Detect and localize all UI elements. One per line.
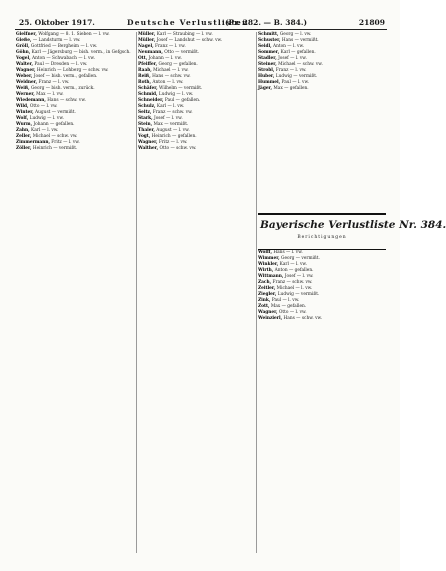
list-item: [16, 38, 134, 43]
entry-text: Fritz — l. vw.: [49, 140, 80, 145]
entry-text: Otto — l. vw.: [28, 104, 58, 109]
entry-text: Michael — schw. vw.: [276, 62, 323, 67]
entry-name: Vogel,: [16, 56, 31, 61]
entry-name: Walter,: [16, 62, 34, 67]
list-item: [258, 304, 386, 309]
entry-text: Anton — Schwabach — l. vw.: [30, 56, 95, 61]
list-item: [258, 74, 386, 79]
entry-name: Weinzierl,: [258, 316, 283, 321]
section-subtitle: Berichtigungen: [297, 235, 347, 240]
entry-text: August — vermißt.: [33, 110, 76, 115]
entry-text: Franz — l. vw.: [153, 44, 186, 49]
entry-name: Gröll,: [16, 44, 30, 49]
list-item: [138, 38, 256, 43]
entry-text: Josef — bish. verm., gefallen.: [32, 74, 98, 79]
list-item: [138, 92, 256, 97]
entry-name: Wittmann,: [258, 274, 284, 279]
entry-text: Franz — l. vw.: [37, 80, 70, 85]
list-item: [138, 86, 256, 91]
entry-name: Zeitler,: [258, 286, 276, 291]
entry-text: Josef — Landshut — schw. vw.: [155, 38, 223, 43]
entry-name: Werner,: [16, 92, 35, 97]
entry-name: Wiedemann,: [16, 98, 46, 103]
list-item: [258, 256, 386, 261]
entry-name: Nagel,: [138, 44, 154, 49]
entry-text: Otto — l. vw.: [277, 310, 307, 315]
entry-name: Steiner,: [258, 62, 277, 67]
list-item: [16, 68, 134, 73]
entry-name: Weidner,: [16, 80, 38, 85]
list-item: [138, 146, 256, 151]
entry-name: Seitz,: [138, 110, 152, 115]
list-item: [258, 268, 386, 273]
entry-text: Josef — l. vw.: [283, 274, 314, 279]
list-item: [258, 250, 386, 255]
list-item: [138, 116, 256, 121]
entry-text: August — l. vw.: [154, 128, 190, 133]
section-title: Bayerische Verlustliste Nr. 384.: [260, 219, 446, 231]
entry-name: Winter,: [16, 110, 34, 115]
entry-name: Ziegler,: [258, 292, 277, 297]
list-item: [258, 280, 386, 285]
list-item: [16, 80, 134, 85]
entry-name: Wolf,: [16, 116, 29, 121]
entry-text: Paul — l. vw.: [270, 298, 300, 303]
entry-text: Paul — Dresden — l. vw.: [33, 62, 88, 67]
column-divider-1: [136, 32, 137, 553]
entry-text: Franz — schw. vw.: [151, 110, 193, 115]
entry-name: Wagner,: [258, 310, 278, 315]
entry-name: Schäfer,: [138, 86, 158, 91]
entry-text: Ludwig — l. vw.: [157, 92, 194, 97]
entry-text: Hans — l. vw.: [272, 250, 303, 255]
entry-name: Müller,: [138, 38, 156, 43]
entry-name: Ott,: [138, 56, 148, 61]
entry-name: Gieße,: [16, 38, 32, 43]
list-item: [258, 86, 386, 91]
entry-text: Anton — l. vw.: [151, 80, 184, 85]
entry-text: Franz — l. vw.: [274, 68, 307, 73]
entry-text: Georg — bish. verm., zurück.: [29, 86, 95, 91]
entry-name: Neumann,: [138, 50, 163, 55]
column-divider-2: [256, 32, 257, 553]
entry-name: Schulz,: [138, 104, 156, 109]
entry-name: Müller,: [138, 32, 156, 37]
list-item: [16, 86, 134, 91]
entry-text: Otto — vermißt.: [162, 50, 200, 55]
entry-text: Hans — schw. vw.: [45, 98, 86, 103]
entry-name: Wolff,: [258, 250, 272, 255]
entry-name: Zink,: [258, 298, 271, 303]
entry-text: Paul — l. vw.: [280, 80, 310, 85]
list-item: [138, 140, 256, 145]
entry-text: Gottfried — Bergheim — l. vw.: [29, 44, 98, 49]
list-item: [258, 62, 386, 67]
entry-name: Stein,: [138, 122, 153, 127]
list-item: [138, 110, 256, 115]
entry-text: Otto — schw. vw.: [158, 146, 197, 151]
list-item: [138, 32, 256, 37]
entry-text: Michael — l. vw.: [275, 286, 313, 291]
list-item: [258, 262, 386, 267]
entry-text: Paul — gefallen.: [163, 98, 201, 103]
entry-text: Max — gefallen.: [272, 86, 309, 91]
column-3: [258, 32, 446, 553]
entry-name: Zöller,: [16, 146, 32, 151]
entry-text: Johann — gefallen.: [32, 122, 75, 127]
entry-name: Thaler,: [138, 128, 155, 133]
list-item: [258, 56, 386, 61]
list-item: [138, 134, 256, 139]
list-item: [258, 80, 386, 85]
entry-text: Heinrich — Lohberg — schw. vw.: [35, 68, 109, 73]
entry-text: Max — l. vw.: [34, 92, 64, 97]
entry-text: Karl — gefallen.: [279, 50, 316, 55]
entry-name: Wagner,: [16, 68, 36, 73]
entry-name: Schmitt,: [258, 32, 279, 37]
entry-text: Karl — l. vw.: [155, 104, 185, 109]
entry-text: Karl — l. vw.: [29, 128, 59, 133]
entry-text: Michael — schw. vw.: [31, 134, 78, 139]
entry-text: Anton — l. vw.: [271, 44, 305, 49]
list-item: [138, 56, 256, 61]
entry-text: Franz — schw. vw.: [271, 280, 313, 285]
entry-text: Ludwig — vermißt.: [274, 74, 318, 79]
entry-name: Reiß,: [138, 74, 151, 79]
list-item: [16, 62, 134, 67]
entry-text: Fritz — l. vw.: [157, 140, 188, 145]
list-item: [16, 110, 134, 115]
list-item: [16, 146, 134, 151]
list-item: [258, 38, 386, 43]
entry-text: Ludwig — l. vw.: [28, 116, 64, 121]
entry-name: Wagner,: [138, 140, 158, 145]
entry-text: Anton — gefallen.: [273, 268, 314, 273]
list-item: [258, 286, 386, 291]
entry-text: Karl — Jägersburg — bish. verm., in Gefgsch.: [30, 50, 131, 55]
list-item: [138, 62, 256, 67]
entry-name: Weiß,: [16, 86, 30, 91]
list-item: [16, 44, 134, 49]
list-item: [138, 104, 256, 109]
list-item: [138, 50, 256, 55]
entry-name: Zott,: [258, 304, 270, 309]
entry-name: Gielfner,: [16, 32, 37, 37]
header-issue: (Pr. 282. — B. 384.): [225, 18, 308, 27]
list-item: [138, 80, 256, 85]
list-item: [138, 44, 256, 49]
entry-name: Vogt,: [138, 134, 151, 139]
entry-text: Ludwig — vermißt.: [276, 292, 320, 297]
list-item: [16, 122, 134, 127]
entry-name: Wurm,: [16, 122, 33, 127]
entry-name: Roth,: [138, 80, 152, 85]
entry-name: Jäger,: [258, 86, 273, 91]
entry-name: Zeller,: [16, 134, 32, 139]
section-heading: [258, 213, 446, 250]
list-item: [16, 32, 134, 37]
list-item: [258, 274, 386, 279]
entry-name: Schuster,: [258, 38, 281, 43]
entry-text: Heinrich — gefallen.: [150, 134, 197, 139]
header-page-number: 21809: [358, 18, 385, 27]
entry-name: Raab,: [138, 68, 152, 73]
entry-text: Karl — Straubing — l. vw.: [155, 32, 213, 37]
entry-text: Wolfgang — 8. 1. Sieben — l. vw.: [36, 32, 110, 37]
entry-name: Weber,: [16, 74, 33, 79]
entry-name: Sommer,: [258, 50, 280, 55]
entry-name: Zahn,: [16, 128, 30, 133]
column-1: [16, 32, 134, 553]
entry-name: Walther,: [138, 146, 159, 151]
entry-text: Josef — l. vw.: [276, 56, 307, 61]
list-item: [16, 98, 134, 103]
column-3-top: [258, 32, 386, 210]
page-header: [15, 18, 387, 28]
entry-name: Wimmer,: [258, 256, 280, 261]
entry-name: Zach,: [258, 280, 272, 285]
entry-text: Heinrich — vermißt.: [31, 146, 78, 151]
entry-name: Hummel,: [258, 80, 281, 85]
list-item: [258, 316, 386, 321]
list-item: [16, 56, 134, 61]
list-item: [16, 128, 134, 133]
entry-text: Max — gefallen.: [269, 304, 307, 309]
list-item: [16, 116, 134, 121]
entry-text: Josef — l. vw.: [152, 116, 183, 121]
entry-text: Georg — gefallen.: [157, 62, 198, 67]
list-item: [16, 92, 134, 97]
list-item: [138, 122, 256, 127]
column-2: [138, 32, 256, 553]
entry-name: Pfeiffer,: [138, 62, 158, 67]
entry-text: Michael — l. vw.: [151, 68, 189, 73]
list-item: [138, 128, 256, 133]
list-item: [258, 298, 386, 303]
entry-text: Karl — l. vw.: [278, 262, 307, 267]
entry-name: Göhn,: [16, 50, 31, 55]
header-title: Deutsche Verlustlisten: [127, 18, 249, 27]
entry-text: Hans — schw. vw.: [282, 316, 323, 321]
entry-text: — Landsturm — l. vw.: [31, 38, 81, 43]
entry-name: Wirth,: [258, 268, 274, 273]
entry-name: Schmid,: [138, 92, 158, 97]
column-3-bottom: [258, 250, 386, 550]
list-item: [16, 50, 134, 55]
entry-text: Johann — l. vw.: [147, 56, 182, 61]
list-item: [258, 44, 386, 49]
list-item: [138, 74, 256, 79]
entry-text: Hans — vermißt.: [280, 38, 319, 43]
list-item: [258, 292, 386, 297]
entry-name: Stadler,: [258, 56, 277, 61]
entry-name: Winkler,: [258, 262, 279, 267]
entry-text: Hans — schw. vw.: [150, 74, 191, 79]
entry-text: Wilhelm — vermißt.: [157, 86, 203, 91]
list-item: [258, 50, 386, 55]
list-item: [16, 74, 134, 79]
list-item: [138, 68, 256, 73]
entry-name: Strobl,: [258, 68, 275, 73]
entry-name: Seidl,: [258, 44, 272, 49]
entry-name: Schneider,: [138, 98, 164, 103]
entry-text: Georg — vermißt.: [279, 256, 320, 261]
list-item: [16, 134, 134, 139]
entry-name: Stark,: [138, 116, 153, 121]
entry-name: Huber,: [258, 74, 275, 79]
list-item: [258, 68, 386, 73]
entry-text: Max — vermißt.: [152, 122, 189, 127]
list-item: [258, 32, 386, 37]
list-item: [16, 140, 134, 145]
header-rule: [15, 29, 387, 30]
entry-name: Zimmermann,: [16, 140, 50, 145]
list-item: [258, 310, 386, 315]
list-item: [138, 98, 256, 103]
list-item: [16, 104, 134, 109]
entry-text: Georg — l. vw.: [278, 32, 312, 37]
header-date: 25. Oktober 1917.: [19, 18, 95, 27]
entry-name: Wild,: [16, 104, 29, 109]
